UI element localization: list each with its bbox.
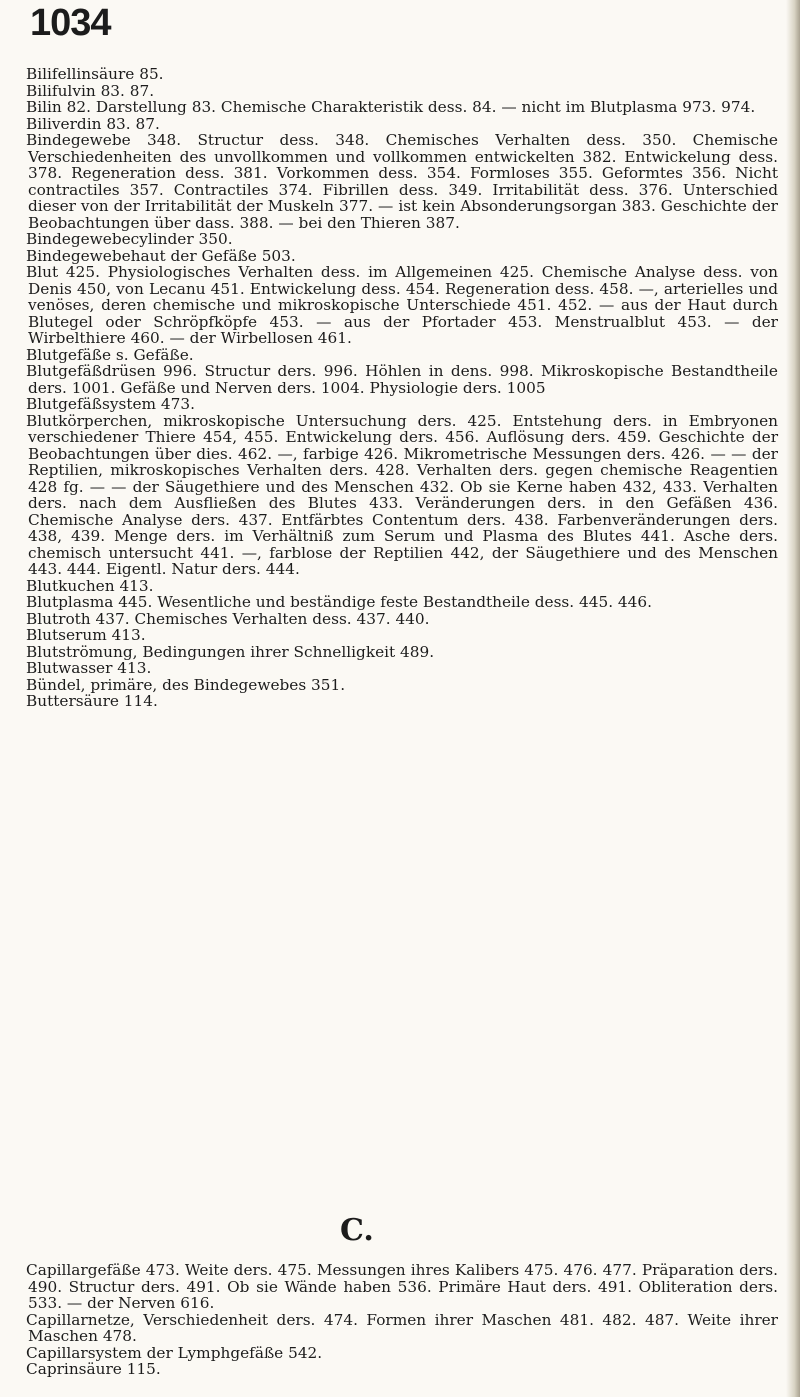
index-entry: Bilin 82. Darstellung 83. Chemische Charakteristik dess. 84. — nicht im Blutplasma 973. 974. [26,98,756,116]
index-entry: Blutkörperchen, mikroskopische Untersuchung ders. 425. Entstehung ders. in Embryonen verschiedener Thiere 454, 455. Entwickelung ders. 456. Auflösung ders. 459. Geschichte der Beobachtungen über dies. 462. —, farbige 426. Mikrometrische Messungen ders. 426. — — der Reptilien, mikroskopisches Verhalten ders. 428. Verhalten ders. gegen chemische Reagentien 428 fg. — — der Säugethiere und des Menschen 432. Ob sie Kerne haben 432, 433. Verhalten ders. nach dem Ausfließen des Blutes 433. Veränderungen ders. in den Gefäßen 436. Chemische Analyse ders. 437. Entfärbtes Contentum ders. 438. Farbenveränderungen ders. 438, 439. Menge ders. im Verhältniß zum Serum und Plasma des Blutes 441. Asche ders. chemisch untersucht 441. —, farblose der Reptilien 442, der Säugethiere und des Menschen 443. 444. Eigentl. Natur ders. 444. [26,411,778,578]
page-number: 1034 [30,2,111,44]
index-entry: Bilifellinsäure 85. [26,65,164,83]
index-entries-top [28,66,778,710]
index-entry: Bilifulvin 83. 87. [26,81,155,100]
index-entry: Bindegewebe 348. Structur dess. 348. Chemisches Verhalten dess. 350. Chemische Verschiedenheiten des unvollkommen und vollkommen entwickelten 382. Entwickelung dess. 378. Regeneration dess. 381. Vorkommen dess. 354. Formloses 355. Geformtes 356. Nicht contractiles 357. Contractiles 374. Fibrillen dess. 349. Irritabilität dess. 376. Unterschied dieser von der Irritabilität der Muskeln 377. — ist kein Absonderungsorgan 383. Geschichte der Beobachtungen über dass. 388. — bei den Thieren 387. [26,131,778,232]
index-entry: Blutroth 437. Chemisches Verhalten dess. 437. 440. [26,609,430,628]
index-entry: Blutwasser 413. [26,659,152,677]
index-entry: Blutgefäßsystem 473. [26,395,195,413]
index-entry: Blutgefäße s. Gefäße. [26,345,194,364]
index-entry: Capillarsystem der Lymphgefäße 542. [26,1343,323,1362]
index-entries-bottom [28,1262,778,1378]
index-entry: Blutkuchen 413. [26,576,154,595]
index-entry: Caprinsäure 115. [26,1360,161,1378]
index-entry: Blut 425. Physiologisches Verhalten dess. im Allgemeinen 425. Chemische Analyse dess. von Denis 450, von Lecanu 451. Entwickelung dess. 454. Regeneration dess. 458. —, arterielles und venöses, deren chemische und mikroskopische Unterschiede 451. 452. — aus der Haut durch Blutegel oder Schröpfköpfe 453. — aus der Pfortader 453. Menstrualblut 453. — der Wirbelthiere 460. — der Wirbellosen 461. [26,263,778,347]
index-entry: Capillargefäße 473. Weite ders. 475. Messungen ihres Kalibers 475. 476. 477. Präparation ders. 490. Structur ders. 491. Ob sie Wände haben 536. Primäre Haut ders. 491. Obliteration ders. 533. — der Nerven 616. [26,1261,778,1312]
index-entry: Biliverdin 83. 87. [26,114,160,133]
index-entry: Blutgefäßdrüsen 996. Structur ders. 996. Höhlen in dens. 998. Mikroskopische Bestandtheile ders. 1001. Gefäße und Nerven ders. 1004. Physiologie ders. 1005 [26,362,778,397]
index-entry: Blutserum 413. [26,626,146,644]
section-letter: C. [340,1213,374,1248]
index-entry: Capillarnetze, Verschiedenheit ders. 474. Formen ihrer Maschen 481. 482. 487. Weite ihrer Maschen 478. [26,1310,778,1345]
index-entry: Blutplasma 445. Wesentliche und beständige feste Bestandtheile dess. 445. 446. [26,593,652,611]
index-entry: Bindegewebecylinder 350. [26,230,233,248]
index-entry: Bindegewebehaut der Gefäße 503. [26,246,296,265]
index-entry: Blutströmung, Bedingungen ihrer Schnelligkeit 489. [26,642,435,661]
page-edge-shadow [786,0,800,1397]
index-entry: Bündel, primäre, des Bindegewebes 351. [26,675,346,694]
index-entry: Buttersäure 114. [26,692,158,710]
